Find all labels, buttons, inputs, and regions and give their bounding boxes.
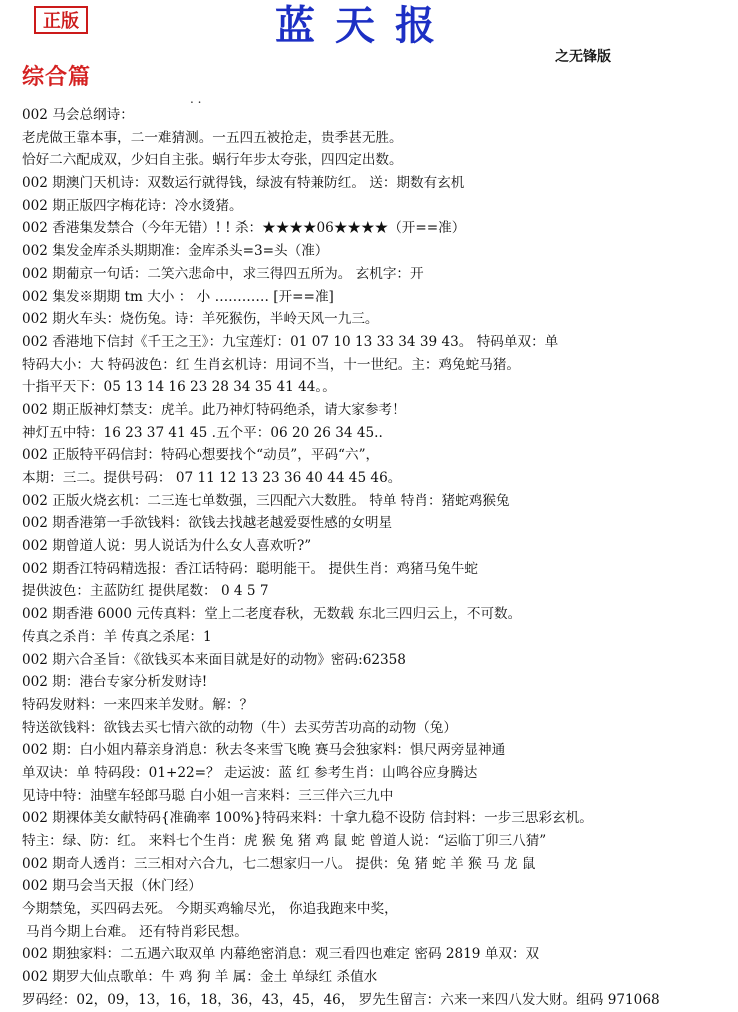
content-line: 002 期六合圣旨：《欲钱买本来面目就是好的动物》密码:62358 xyxy=(22,651,406,668)
content-line: 今期禁兔，买四码去死。 今期买鸡输尽光， 你追我跑来中奖， xyxy=(22,901,398,918)
section-heading: 综合篇 xyxy=(22,65,92,90)
content-line: 002 期：港台专家分析发财诗! xyxy=(22,674,208,691)
content-line: 传真之杀肖：羊 传真之杀尾：1 xyxy=(22,628,212,645)
content-line: 002 期澳门天机诗：双数运行就得钱，绿波有特兼防红。 送：期数有玄机 xyxy=(22,175,465,192)
content-line: 特主：绿、防：红。 来料七个生肖：虎 猴 兔 猪 鸡 鼠 蛇 曾道人说：“运临丁卯三八猜” xyxy=(22,833,547,849)
content-line: 002 期火车头：烧伤兔。诗：羊死猴伤，半岭天风一九三。 xyxy=(22,311,379,328)
content-line: 特送欲钱料：欲钱去买七情六欲的动物（牛）去买劳苦功高的动物（兔） xyxy=(22,719,457,736)
content-line: 单双诀：单 特码段：01+22=？ 走运波：蓝 红 参考生肖：山鸣谷应身腾达 xyxy=(22,764,478,781)
content-line: 罗码经：02，09，13，16，18，36，43，45，46， 罗先生留言：六来一来四八发大财。组码 971068 xyxy=(22,991,660,1008)
content-lines xyxy=(22,104,728,1012)
content-line: 002 期香江特码精选报：香江话特码：聪明能干。 提供生肖：鸡猪马兔牛蛇 xyxy=(22,560,478,577)
content-line: 002 期：白小姐内幕亲身消息：秋去冬来雪飞晚 赛马会独家料：惧尺两旁显神通 xyxy=(22,742,506,759)
content-line: 特码大小：大 特码波色：红 生肖玄机诗：用词不当，十一世纪。主：鸡兔蛇马猪。 xyxy=(22,356,521,373)
content-line: 002 期奇人透肖：三三相对六合九，七二想家归一八。 提供：兔 猪 蛇 羊 猴 马 龙 鼠 xyxy=(22,855,536,872)
content-line: 特码发财料：一来四来羊发财。解：？ xyxy=(22,696,254,713)
content-line: 002 期葡京一句话：二笑六悲命中，求三得四五所为。 玄机字：开 xyxy=(22,265,424,282)
content-line: 002 期正版四字梅花诗：冷水烫猪。 xyxy=(22,197,243,214)
content-line: 002 期罗大仙点歌单：牛 鸡 狗 羊 属：金土 单绿红 杀值水 xyxy=(22,969,378,986)
content-line: 002 马会总纲诗： xyxy=(22,107,134,123)
decorative-dots: . . xyxy=(190,92,202,106)
content-line: 002 正版特平码信封：特码心想要找个“动员”，平码“六”， xyxy=(22,447,380,464)
content-line: 马肖今期上台难。 还有特肖彩民想。 xyxy=(26,923,248,940)
content-line: 002 期独家料：二五遇六取双单 内幕绝密消息：观三看四也难定 密码 2819 单双：双 xyxy=(22,946,540,963)
content-line: 002 香港集发禁合（今年无错）! ! 杀：★★★★06★★★★（开==准） xyxy=(22,220,466,237)
content-line: 002 期香港 6000 元传真料：堂上二老度春秋，无数载 东北三四归云上，不可数。 xyxy=(22,606,522,623)
content-line: 提供波色：主蓝防红 提供尾数： 0 4 5 7 xyxy=(22,583,269,600)
content-line: 十指平天下：05 13 14 16 23 28 34 35 41 44。。 xyxy=(22,379,336,396)
content-line: 002 正版火烧玄机：二三连七单数强，三四配六大数胜。 特单 特肖：猪蛇鸡猴兔 xyxy=(22,492,510,509)
content-line: 002 期马会当天报（休门经） xyxy=(22,878,202,895)
content-line: 002 期正版神灯禁支：虎羊。此乃神灯特码绝杀，请大家参考！ xyxy=(22,401,406,418)
content-line: 002 期裸体美女献特码{准确率 100%}特码来料：十拿九稳不设防 信封料：一步三思彩玄机。 xyxy=(22,810,593,827)
content-line: 见诗中特：油壁车轻郎马聪 白小姐一言来料：三三伴六三九中 xyxy=(22,787,394,804)
content-line: 002 期曾道人说：男人说话为什么女人喜欢听?” xyxy=(22,538,312,555)
content-line: 002 集发金库杀头期期准：金库杀头=3=头（准） xyxy=(22,243,329,260)
genuine-edition-badge: 正版 xyxy=(34,6,88,34)
content-line: 神灯五中特：16 23 37 41 45 .五个平：06 20 26 34 45.. xyxy=(22,424,383,441)
newspaper-title: 蓝天报 xyxy=(275,3,455,49)
content-line: 本期：三二。提供号码： 07 11 12 13 23 36 40 44 45 46。 xyxy=(22,470,402,486)
content-line: 002 期香港第一手欲钱料：欲钱去找越老越爱耍性感的女明星 xyxy=(22,515,393,532)
content-line: 老虎做王靠本事，二一难猜测。一五四五被抢走，贵季甚无胜。 xyxy=(22,129,403,146)
edition-label: 之无锋版 xyxy=(555,49,611,65)
content-line: 恰好二六配成双，少妇自主张。蜗行年步太夸张，四四定出数。 xyxy=(22,152,403,169)
content-line: 002 香港地下信封《千王之王》：九宝莲灯：01 07 10 13 33 34 39 43。 特码单双：单 xyxy=(22,333,559,350)
content-line: 002 集发※期期 tm 大小 ： 小 ………… [开==准] xyxy=(22,288,334,305)
